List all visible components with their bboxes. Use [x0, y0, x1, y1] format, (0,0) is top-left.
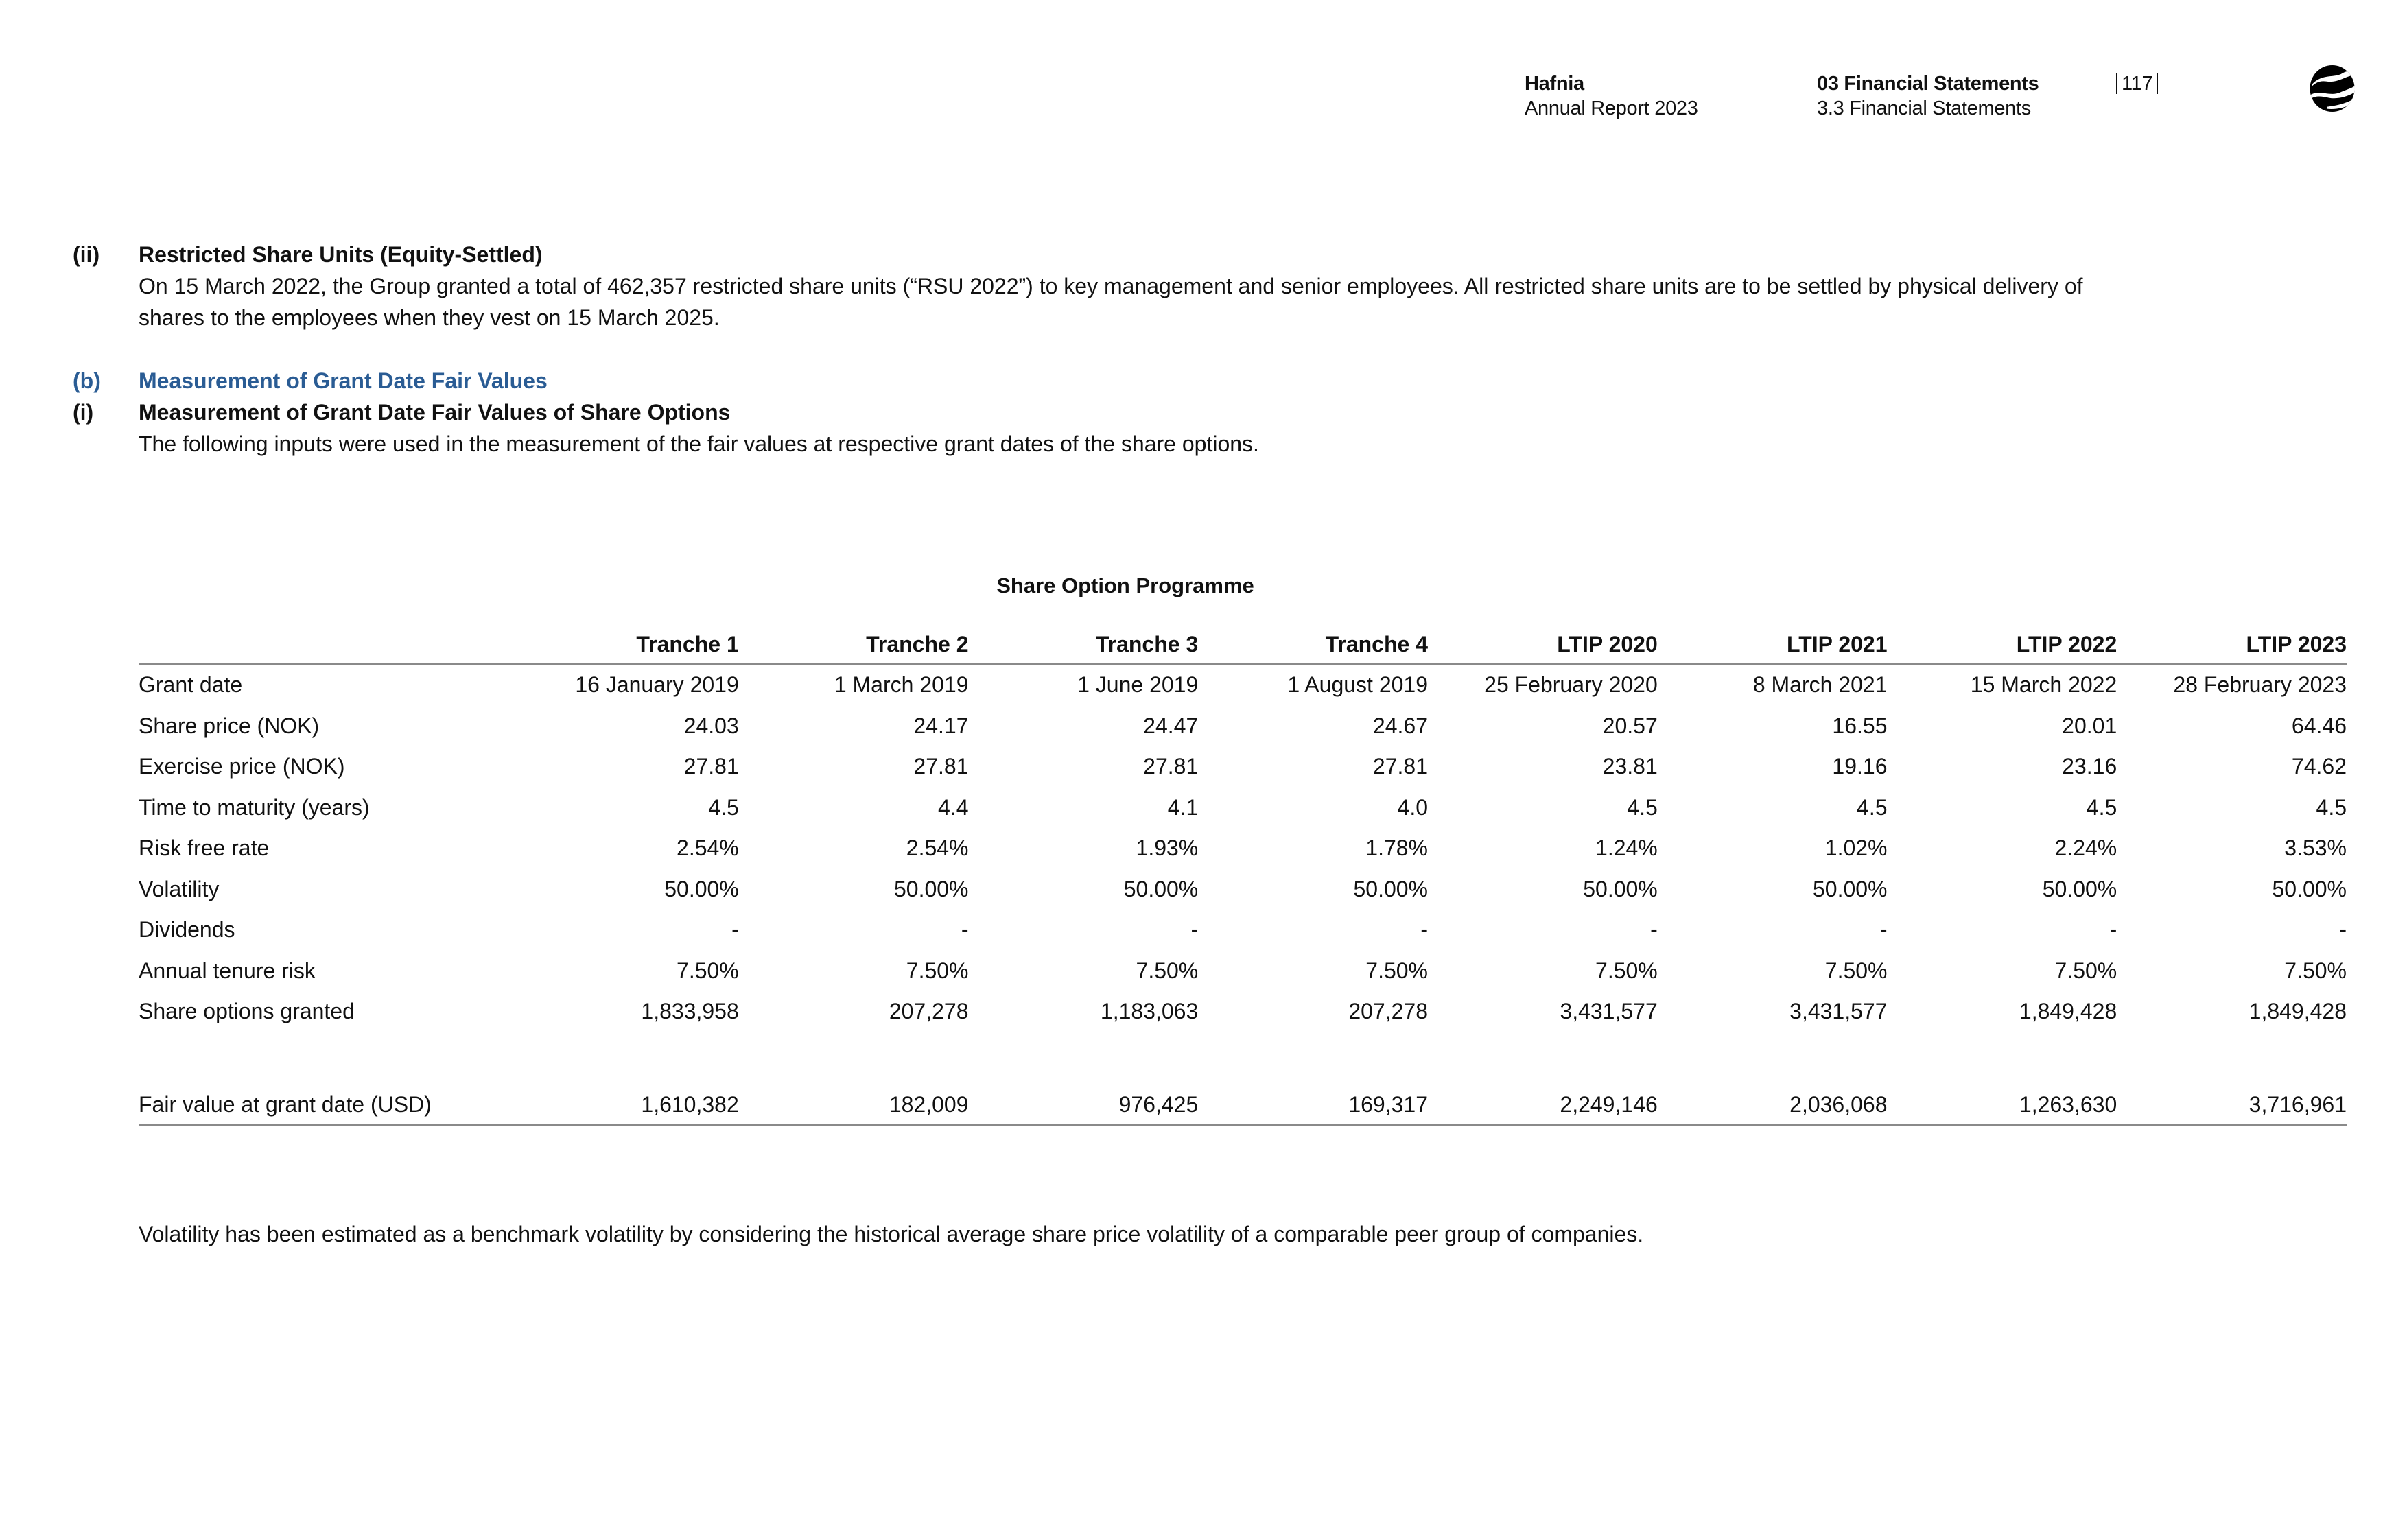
table-row [139, 828, 2347, 869]
row-label: Exercise price (NOK) [139, 754, 345, 779]
row-label: Share options granted [139, 999, 355, 1024]
table-cell: 50.00% [1353, 876, 1428, 901]
column-header: Tranche 4 [1198, 626, 1428, 664]
table-cell: 27.81 [1372, 754, 1428, 779]
column-header: Tranche 2 [739, 626, 969, 664]
table-cell: 50.00% [1812, 876, 1888, 901]
table-cell: 4.5 [2316, 794, 2347, 820]
table-cell: - [2339, 917, 2347, 943]
table-cell: 4.4 [938, 794, 969, 820]
table-cell: 207,278 [889, 999, 969, 1024]
table-cell: 1 June 2019 [1077, 672, 1199, 698]
table-row [139, 664, 2347, 706]
table-cell: 1,833,958 [641, 999, 739, 1024]
header-company [1525, 71, 1698, 121]
row-label: Volatility [139, 876, 220, 901]
table-cell: 20.01 [2062, 713, 2117, 738]
hafnia-logo-icon [2307, 63, 2358, 114]
rsu-body-line-1: On 15 March 2022, the Group granted a total of 462,357 restricted share units (“RSU 2022”) to key management and senior employees. All restricted share units are to be settled by physical delivery of [139, 274, 2083, 298]
table-cell: 27.81 [1143, 754, 1199, 779]
table-cell: 3.53% [2284, 836, 2347, 861]
table-cell: 1.24% [1595, 836, 1658, 861]
table-cell: 7.50% [1136, 958, 1199, 983]
spacer-cell [2117, 1032, 2347, 1086]
table-cell: - [961, 917, 969, 943]
fair-value-cell: 1,610,382 [509, 1086, 739, 1126]
table-cell: - [1190, 917, 1199, 943]
table-cell: 24.03 [683, 713, 739, 738]
table-cell: 23.16 [2062, 754, 2117, 779]
table-cell: 50.00% [893, 876, 969, 901]
company-name: Hafnia [1525, 73, 1584, 95]
table-cell: 50.00% [664, 876, 739, 901]
column-header: LTIP 2020 [1428, 626, 1658, 664]
measurement-marker: (b) [73, 368, 101, 393]
table-cell: 1 March 2019 [834, 672, 969, 698]
table-cell: 7.50% [1595, 958, 1658, 983]
table-header-row [139, 626, 2347, 664]
table-row [139, 951, 2347, 992]
table-cell: 16 January 2019 [575, 672, 739, 698]
fair-value-cell: 2,249,146 [1428, 1086, 1658, 1126]
table-cell: 2.54% [906, 836, 969, 861]
measurement-title: Measurement of Grant Date Fair Values [139, 368, 548, 393]
table-spacer [139, 1032, 2347, 1086]
table-cell: 1,849,428 [2249, 999, 2347, 1024]
table-title: Share Option Programme [996, 573, 1254, 597]
rsu-body-line-2: shares to the employees when they vest on 15 March 2025. [139, 305, 720, 330]
table-cell: 50.00% [1123, 876, 1199, 901]
table-row [139, 910, 2347, 951]
table-cell: 4.5 [2086, 794, 2117, 820]
share-options-marker: (i) [73, 400, 94, 425]
table-cell: - [731, 917, 739, 943]
table-cell: - [1420, 917, 1428, 943]
table-cell: 74.62 [2291, 754, 2347, 779]
table-cell: - [2109, 917, 2117, 943]
table-cell: 24.47 [1143, 713, 1199, 738]
rsu-title: Restricted Share Units (Equity-Settled) [139, 242, 543, 267]
table-cell: 4.5 [1857, 794, 1888, 820]
table-cell: - [1879, 917, 1888, 943]
table-cell: 23.81 [1602, 754, 1658, 779]
page-number: 117 [2122, 73, 2153, 95]
table-cell: 24.67 [1372, 713, 1428, 738]
fair-value-cell: 976,425 [969, 1086, 1199, 1126]
fair-value-cell: 1,263,630 [1888, 1086, 2117, 1126]
table-row [139, 746, 2347, 787]
row-label: Dividends [139, 917, 235, 943]
spacer-cell [1428, 1032, 1658, 1086]
table-cell: 50.00% [1583, 876, 1658, 901]
table-cell: 1,183,063 [1100, 999, 1199, 1024]
table-cell: 7.50% [1824, 958, 1888, 983]
table-cell: 1.78% [1365, 836, 1428, 861]
table-cell: 4.1 [1167, 794, 1199, 820]
table-cell: 4.5 [708, 794, 739, 820]
table-cell: 19.16 [1832, 754, 1888, 779]
fair-value-cell: 3,716,961 [2117, 1086, 2347, 1126]
spacer-cell [1888, 1032, 2117, 1086]
table-cell: 15 March 2022 [1970, 672, 2117, 698]
share-options-title: Measurement of Grant Date Fair Values of Share Options [139, 400, 731, 425]
table-cell: 207,278 [1348, 999, 1428, 1024]
table-cell: 7.50% [1365, 958, 1428, 983]
page-number-block [2116, 71, 2158, 96]
table-cell: 1,849,428 [2019, 999, 2117, 1024]
column-header: LTIP 2022 [1888, 626, 2117, 664]
spacer-cell [509, 1032, 739, 1086]
table-cell: 3,431,577 [1789, 999, 1888, 1024]
table-cell: 64.46 [2291, 713, 2347, 738]
fair-value-cell: 2,036,068 [1658, 1086, 1888, 1126]
share-options-intro: The following inputs were used in the measurement of the fair values at respective grant dates of the share options. [139, 431, 1259, 456]
spacer-cell [739, 1032, 969, 1086]
column-header: LTIP 2023 [2117, 626, 2347, 664]
section-name: 3.3 Financial Statements [1817, 97, 2031, 119]
table-cell: 3,431,577 [1560, 999, 1658, 1024]
table-cell: 2.54% [677, 836, 739, 861]
share-option-table [139, 626, 2347, 1126]
column-header: Tranche 1 [509, 626, 739, 664]
fair-value-row [139, 1086, 2347, 1126]
report-name: Annual Report 2023 [1525, 97, 1698, 119]
table-cell: 27.81 [683, 754, 739, 779]
table-cell: 1.02% [1824, 836, 1888, 861]
row-label: Annual tenure risk [139, 958, 316, 983]
fair-value-cell: 169,317 [1198, 1086, 1428, 1126]
row-label: Fair value at grant date (USD) [139, 1086, 509, 1126]
fair-value-cell: 182,009 [739, 1086, 969, 1126]
volatility-footnote: Volatility has been estimated as a benchmark volatility by considering the historical average share price volatility of a comparable peer group of companies. [139, 1222, 1644, 1246]
page-divider [2116, 73, 2117, 94]
table-cell: 4.5 [1627, 794, 1658, 820]
table-cell: 16.55 [1832, 713, 1888, 738]
table-cell: 28 February 2023 [2173, 672, 2347, 698]
table-cell: 2.24% [2054, 836, 2117, 861]
table-cell: 7.50% [2054, 958, 2117, 983]
spacer-cell [139, 1032, 509, 1086]
table-row [139, 869, 2347, 910]
spacer-cell [969, 1032, 1199, 1086]
table-cell: 20.57 [1602, 713, 1658, 738]
table-row [139, 706, 2347, 747]
header-section [1817, 71, 2039, 121]
table-cell: 24.17 [913, 713, 969, 738]
column-header-label [139, 626, 509, 664]
table-cell: 7.50% [677, 958, 739, 983]
table-cell: 8 March 2021 [1752, 672, 1888, 698]
chapter-name: 03 Financial Statements [1817, 73, 2039, 95]
row-label: Grant date [139, 672, 243, 698]
row-label: Time to maturity (years) [139, 794, 370, 820]
table-cell: 27.81 [913, 754, 969, 779]
row-label: Share price (NOK) [139, 713, 320, 738]
table-row [139, 991, 2347, 1032]
table-cell: - [1650, 917, 1658, 943]
table-cell: 4.0 [1397, 794, 1428, 820]
table-cell: 7.50% [2284, 958, 2347, 983]
table-cell: 1 August 2019 [1287, 672, 1428, 698]
row-label: Risk free rate [139, 836, 270, 861]
table-cell: 50.00% [2042, 876, 2117, 901]
page-divider [2157, 73, 2158, 94]
spacer-cell [1198, 1032, 1428, 1086]
page-header [0, 71, 2407, 140]
table-cell: 7.50% [906, 958, 969, 983]
spacer-cell [1658, 1032, 1888, 1086]
column-header: LTIP 2021 [1658, 626, 1888, 664]
table-cell: 50.00% [2272, 876, 2347, 901]
table-row [139, 787, 2347, 829]
table-cell: 1.93% [1136, 836, 1199, 861]
table-cell: 25 February 2020 [1484, 672, 1658, 698]
column-header: Tranche 3 [969, 626, 1199, 664]
rsu-marker: (ii) [73, 242, 100, 267]
